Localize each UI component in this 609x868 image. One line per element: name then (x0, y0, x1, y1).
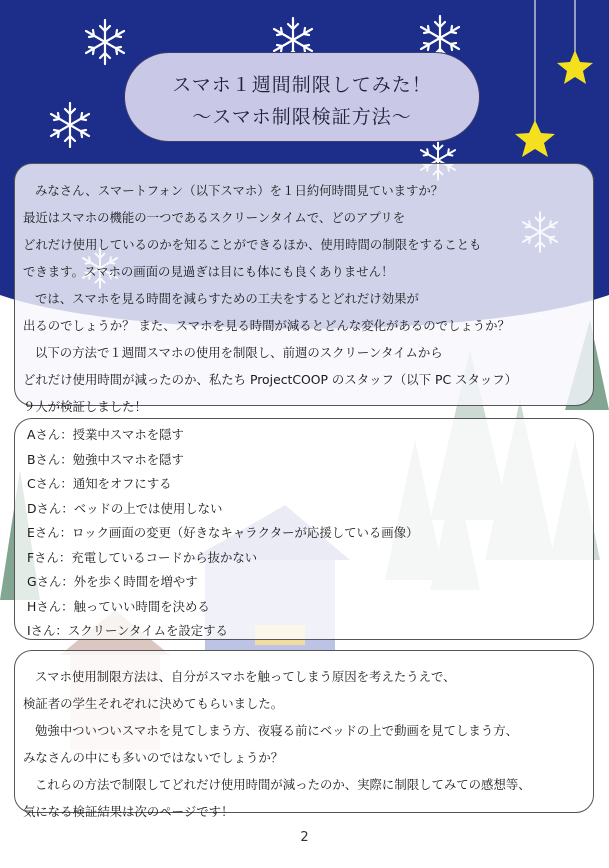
list-item: Dさん：ベッドの上では使用しない (27, 500, 223, 516)
page-number: 2 (300, 830, 309, 845)
list-item: Fさん：充電しているコードから抜かない (27, 549, 258, 565)
note-line: 検証者の学生それぞれに決めてもらいました。 (23, 696, 284, 711)
note-line: これらの方法で制限してどれだけ使用時間が減ったのか、実際に制限してみての感想等、 (35, 777, 531, 792)
intro-line: どれだけ使用しているのかを知ることができるほか、使用時間の制限をすることも (23, 237, 482, 252)
intro-line: ９人が検証しました！ (23, 399, 147, 414)
note-line: スマホ使用制限方法は、自分がスマホを触ってしまう原因を考えたうえで、 (35, 669, 456, 684)
list-item: Cさん：通知をオフにする (27, 476, 172, 491)
list-item: Gさん：外を歩く時間を増やす (27, 574, 198, 589)
intro-line: できます。スマホの画面の見過ぎは目にも体にも良くありません！ (23, 264, 394, 279)
intro-line: みなさん、スマートフォン（以下スマホ）を１日約何時間見ていますか？ (35, 183, 444, 198)
intro-line: 最近はスマホの機能の一つであるスクリーンタイムで、どのアプリを (23, 210, 406, 225)
page-title: スマホ１週間制限してみた！ (172, 74, 432, 96)
intro-line: 出るのでしょうか？ また、スマホを見る時間が減るとどんな変化があるのでしょうか？ (23, 318, 510, 333)
list-item: Aさん：授業中スマホを隠す (27, 427, 184, 442)
intro-line: では、スマホを見る時間を減らすための工夫をするとどれだけ効果が (35, 291, 419, 306)
list-item: Eさん：ロック画面の変更（好きなキャラクターが応援している画像） (27, 525, 419, 540)
note-line: みなさんの中にも多いのではないでしょうか？ (23, 750, 284, 765)
intro-line: どれだけ使用時間が減ったのか、私たち ProjectCOOP のスタッフ（以下 PC スタッフ） (23, 372, 518, 387)
note-line: 勉強中ついついスマホを見てしまう方、夜寝る前にベッドの上で動画を見てしまう方、 (35, 723, 518, 738)
intro-box (14, 163, 594, 414)
intro-line: 以下の方法で１週間スマホの使用を制限し、前週のスクリーンタイムから (35, 345, 443, 360)
list-item: Hさん：触っていい時間を決める (27, 598, 210, 614)
note-box (14, 650, 594, 819)
title-banner (124, 52, 480, 142)
list-item: Iさん：スクリーンタイムを設定する (27, 623, 228, 638)
list-item: Bさん：勉強中スマホを隠す (27, 451, 184, 467)
note-line: 気になる検証結果は次のページです！ (23, 804, 234, 819)
methods-list-box (14, 418, 594, 640)
page-subtitle: ～スマホ制限検証方法～ (192, 106, 412, 128)
